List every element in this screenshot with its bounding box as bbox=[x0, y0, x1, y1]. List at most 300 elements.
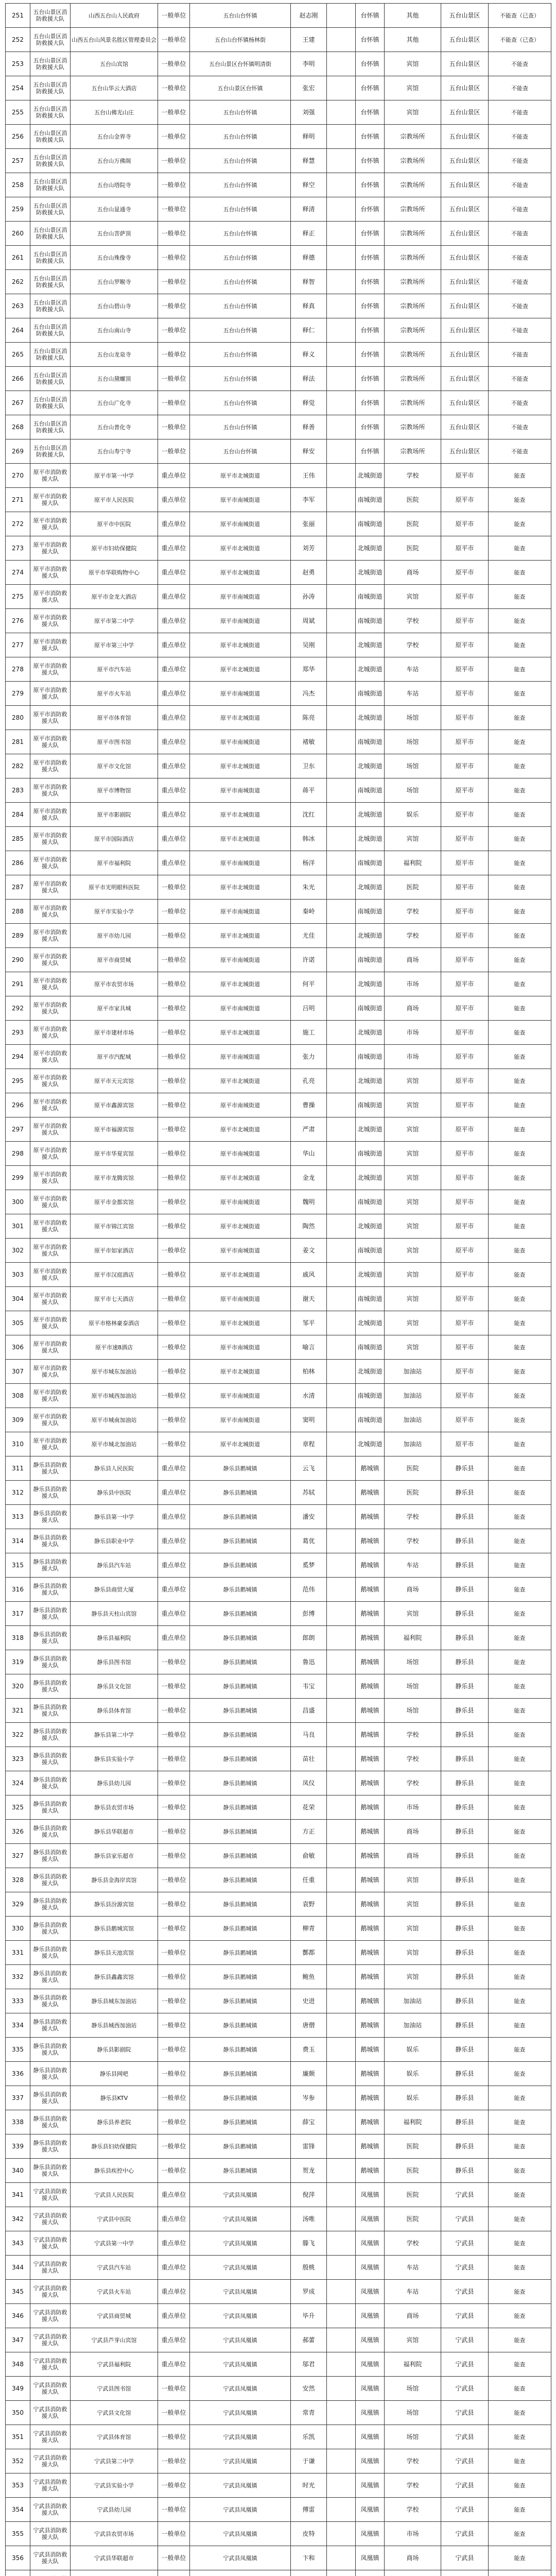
level-cell bbox=[327, 1868, 356, 1892]
area-cell: 静乐县 bbox=[441, 1481, 489, 1505]
unit-name-cell: 静乐县鹅城宾馆 bbox=[71, 1917, 158, 1941]
table-row bbox=[6, 2207, 551, 2231]
fire-brigade-cell: 五台山景区消防救援大队 bbox=[30, 4, 71, 28]
level-cell bbox=[327, 609, 356, 633]
unit-type-cell: 一般单位 bbox=[158, 2013, 190, 2038]
town-cell: 凤凰镇 bbox=[356, 2304, 385, 2328]
level-cell bbox=[327, 1456, 356, 1481]
table-row bbox=[6, 343, 551, 367]
unit-name-cell: 原平市汽配城 bbox=[71, 1045, 158, 1069]
unit-name-cell: 静乐县农贸市场 bbox=[71, 1795, 158, 1820]
unit-name-cell: 静乐县鑫鑫宾馆 bbox=[71, 1965, 158, 1989]
unit-type-cell: 一般单位 bbox=[158, 1771, 190, 1795]
address-cell: 静乐县鹅城镇 bbox=[190, 1553, 291, 1578]
contact-person-cell: 马良 bbox=[291, 1723, 327, 1747]
address-cell: 静乐县鹅城镇 bbox=[190, 2110, 291, 2134]
contact-person-cell: 柏林 bbox=[291, 1360, 327, 1384]
table-row bbox=[6, 2183, 551, 2207]
remark-cell: 不能查 bbox=[489, 343, 551, 367]
area-cell: 原平市 bbox=[441, 900, 489, 924]
address-cell: 静乐县鹅城镇 bbox=[190, 1529, 291, 1553]
town-cell: 南城街道 bbox=[356, 682, 385, 706]
unit-type-cell: 一般单位 bbox=[158, 1674, 190, 1699]
category-cell: 其他 bbox=[385, 4, 441, 28]
row-number-cell: 253 bbox=[6, 52, 30, 76]
contact-person-cell: 杨洋 bbox=[291, 851, 327, 875]
category-cell: 宾馆 bbox=[385, 1069, 441, 1093]
contact-person-cell: 倪萍 bbox=[291, 2183, 327, 2207]
town-cell: 鹅城镇 bbox=[356, 1941, 385, 1965]
level-cell bbox=[327, 2038, 356, 2062]
row-number-cell: 278 bbox=[6, 657, 30, 682]
category-cell: 市场 bbox=[385, 1795, 441, 1820]
row-number-cell: 261 bbox=[6, 246, 30, 270]
level-cell bbox=[327, 1432, 356, 1456]
row-number-cell: 296 bbox=[6, 1093, 30, 1117]
category-cell: 宾馆 bbox=[385, 1117, 441, 1142]
fire-brigade-cell: 五台山景区消防救援大队 bbox=[30, 173, 71, 197]
unit-name-cell: 原平市博物馆 bbox=[71, 778, 158, 803]
table-row bbox=[6, 2377, 551, 2401]
unit-type-cell: 一般单位 bbox=[158, 1166, 190, 1190]
unit-name-cell: 原平市文化馆 bbox=[71, 754, 158, 778]
unit-type-cell: 一般单位 bbox=[158, 1287, 190, 1311]
area-cell: 原平市 bbox=[441, 996, 489, 1021]
unit-type-cell: 一般单位 bbox=[158, 1844, 190, 1868]
contact-person-cell: 苗壮 bbox=[291, 1747, 327, 1771]
level-cell bbox=[327, 2377, 356, 2401]
remark-cell: 能查 bbox=[489, 924, 551, 948]
row-number-cell: 341 bbox=[6, 2183, 30, 2207]
fire-brigade-cell: 五台山景区消防救援大队 bbox=[30, 125, 71, 149]
contact-person-cell: 韦宝 bbox=[291, 1674, 327, 1699]
unit-name-cell: 宁武县图书馆 bbox=[71, 2377, 158, 2401]
address-cell: 原平市南城街道 bbox=[190, 778, 291, 803]
remark-cell: 能查 bbox=[489, 609, 551, 633]
row-number-cell: 345 bbox=[6, 2280, 30, 2304]
unit-type-cell: 一般单位 bbox=[158, 2134, 190, 2159]
unit-type-cell: 重点单位 bbox=[158, 2352, 190, 2377]
unit-type-cell: 一般单位 bbox=[158, 1142, 190, 1166]
level-cell bbox=[327, 2328, 356, 2352]
level-cell bbox=[327, 1166, 356, 1190]
category-cell: 宗教场所 bbox=[385, 391, 441, 415]
town-cell: 南城街道 bbox=[356, 585, 385, 609]
remark-cell: 能查 bbox=[489, 1190, 551, 1214]
address-cell: 五台山台怀镇 bbox=[190, 222, 291, 246]
table-body bbox=[6, 4, 551, 2576]
row-number-cell: 266 bbox=[6, 367, 30, 391]
table-row bbox=[6, 1481, 551, 1505]
contact-person-cell: 赵志刚 bbox=[291, 4, 327, 28]
remark-cell: 能查 bbox=[489, 2231, 551, 2256]
table-row bbox=[6, 1408, 551, 1432]
town-cell: 鹅城镇 bbox=[356, 2110, 385, 2134]
row-number-cell: 304 bbox=[6, 1287, 30, 1311]
table-row bbox=[6, 536, 551, 561]
address-cell: 静乐县鹅城镇 bbox=[190, 1844, 291, 1868]
unit-type-cell: 一般单位 bbox=[158, 367, 190, 391]
remark-cell: 能查 bbox=[489, 1674, 551, 1699]
contact-person-cell: 郑华 bbox=[291, 657, 327, 682]
unit-type-cell: 重点单位 bbox=[158, 585, 190, 609]
level-cell bbox=[327, 28, 356, 52]
unit-name-cell: 原平市福利院 bbox=[71, 851, 158, 875]
address-cell: 五台山台怀镇 bbox=[190, 318, 291, 343]
area-cell: 静乐县 bbox=[441, 1989, 489, 2013]
town-cell: 鹅城镇 bbox=[356, 1505, 385, 1529]
unit-name-cell: 静乐县中医院 bbox=[71, 1481, 158, 1505]
fire-brigade-cell: 原平市消防救援大队 bbox=[30, 851, 71, 875]
row-number-cell: 275 bbox=[6, 585, 30, 609]
address-cell: 静乐县鹅城镇 bbox=[190, 1771, 291, 1795]
category-cell: 加油站 bbox=[385, 2013, 441, 2038]
unit-type-cell: 重点单位 bbox=[158, 2304, 190, 2328]
row-number-cell: 264 bbox=[6, 318, 30, 343]
unit-type-cell: 重点单位 bbox=[158, 754, 190, 778]
fire-brigade-cell: 静乐县消防救援大队 bbox=[30, 1892, 71, 1917]
town-cell: 北城街道 bbox=[356, 1432, 385, 1456]
row-number-cell: 279 bbox=[6, 682, 30, 706]
fire-brigade-cell: 原平市消防救援大队 bbox=[30, 609, 71, 633]
contact-person-cell: 释仁 bbox=[291, 318, 327, 343]
town-cell: 台怀镇 bbox=[356, 28, 385, 52]
unit-name-cell: 静乐县实验小学 bbox=[71, 1747, 158, 1771]
town-cell: 北城街道 bbox=[356, 827, 385, 851]
level-cell bbox=[327, 1311, 356, 1335]
remark-cell: 能查 bbox=[489, 682, 551, 706]
level-cell bbox=[327, 875, 356, 900]
town-cell: 北城街道 bbox=[356, 464, 385, 488]
town-cell: 北城街道 bbox=[356, 1117, 385, 1142]
fire-brigade-cell: 五台山景区消防救援大队 bbox=[30, 391, 71, 415]
remark-cell: 能查 bbox=[489, 2256, 551, 2280]
area-cell: 宁武县 bbox=[441, 2473, 489, 2498]
category-cell: 宾馆 bbox=[385, 1311, 441, 1335]
town-cell: 鹅城镇 bbox=[356, 2038, 385, 2062]
address-cell: 静乐县鹅城镇 bbox=[190, 1820, 291, 1844]
table-row bbox=[6, 1844, 551, 1868]
table-row bbox=[6, 1287, 551, 1311]
remark-cell: 能查 bbox=[489, 1214, 551, 1239]
fire-brigade-cell: 静乐县消防救援大队 bbox=[30, 1965, 71, 1989]
level-cell bbox=[327, 1917, 356, 1941]
unit-type-cell: 一般单位 bbox=[158, 1045, 190, 1069]
remark-cell: 能查 bbox=[489, 827, 551, 851]
unit-name-cell: 五台山黛螺顶 bbox=[71, 367, 158, 391]
town-cell: 北城街道 bbox=[356, 706, 385, 730]
town-cell: 南城街道 bbox=[356, 851, 385, 875]
category-cell: 学校 bbox=[385, 609, 441, 633]
address-cell: 原平市南城街道 bbox=[190, 1335, 291, 1360]
fire-brigade-cell: 宁武县消防救援大队 bbox=[30, 2377, 71, 2401]
unit-type-cell: 一般单位 bbox=[158, 2110, 190, 2134]
remark-cell: 能查 bbox=[489, 1021, 551, 1045]
category-cell: 加油站 bbox=[385, 1384, 441, 1408]
unit-name-cell: 原平市中医院 bbox=[71, 512, 158, 536]
town-cell: 鹅城镇 bbox=[356, 2013, 385, 2038]
category-cell: 市场 bbox=[385, 1021, 441, 1045]
unit-name-cell: 原平市幼儿园 bbox=[71, 924, 158, 948]
unit-name-cell: 五台山罗睺寺 bbox=[71, 270, 158, 294]
address-cell: 宁武县凤凰镇 bbox=[190, 2498, 291, 2522]
level-cell bbox=[327, 1844, 356, 1868]
table-row bbox=[6, 924, 551, 948]
area-cell bbox=[441, 2570, 489, 2576]
row-number-cell: 307 bbox=[6, 1360, 30, 1384]
row-number-cell: 316 bbox=[6, 1578, 30, 1602]
row-number-cell: 321 bbox=[6, 1699, 30, 1723]
fire-brigade-cell: 五台山景区消防救援大队 bbox=[30, 76, 71, 100]
unit-type-cell: 一般单位 bbox=[158, 972, 190, 996]
town-cell: 凤凰镇 bbox=[356, 2231, 385, 2256]
unit-name-cell: 宁武县芦芽山宾馆 bbox=[71, 2328, 158, 2352]
level-cell bbox=[327, 1771, 356, 1795]
fire-brigade-cell: 静乐县消防救援大队 bbox=[30, 1941, 71, 1965]
unit-type-cell: 重点单位 bbox=[158, 633, 190, 657]
remark-cell: 不能查（已查） bbox=[489, 28, 551, 52]
address-cell: 静乐县鹅城镇 bbox=[190, 2134, 291, 2159]
table-row bbox=[6, 1723, 551, 1747]
contact-person-cell: 殷桃 bbox=[291, 2256, 327, 2280]
unit-type-cell: 重点单位 bbox=[158, 464, 190, 488]
address-cell: 静乐县鹅城镇 bbox=[190, 1578, 291, 1602]
category-cell: 宾馆 bbox=[385, 1214, 441, 1239]
area-cell: 原平市 bbox=[441, 754, 489, 778]
level-cell bbox=[327, 1723, 356, 1747]
category-cell: 学校 bbox=[385, 2498, 441, 2522]
area-cell: 原平市 bbox=[441, 536, 489, 561]
fire-brigade-cell: 原平市消防救援大队 bbox=[30, 1287, 71, 1311]
category-cell: 宾馆 bbox=[385, 1239, 441, 1263]
unit-type-cell: 重点单位 bbox=[158, 609, 190, 633]
area-cell: 宁武县 bbox=[441, 2256, 489, 2280]
level-cell bbox=[327, 1021, 356, 1045]
unit-type-cell: 一般单位 bbox=[158, 875, 190, 900]
row-number-cell: 355 bbox=[6, 2522, 30, 2546]
remark-cell: 能查 bbox=[489, 464, 551, 488]
unit-name-cell: 原平市影剧院 bbox=[71, 803, 158, 827]
table-row bbox=[6, 367, 551, 391]
fire-brigade-cell: 宁武县消防救援大队 bbox=[30, 2425, 71, 2449]
unit-name-cell: 宁武县体育馆 bbox=[71, 2425, 158, 2449]
unit-name-cell bbox=[71, 2570, 158, 2576]
category-cell: 市场 bbox=[385, 1045, 441, 1069]
remark-cell: 能查 bbox=[489, 1529, 551, 1553]
fire-brigade-cell: 原平市消防救援大队 bbox=[30, 633, 71, 657]
category-cell: 学校 bbox=[385, 1505, 441, 1529]
level-cell bbox=[327, 561, 356, 585]
fire-brigade-cell: 原平市消防救援大队 bbox=[30, 875, 71, 900]
row-number-cell: 300 bbox=[6, 1190, 30, 1214]
unit-name-cell: 静乐县养老院 bbox=[71, 2110, 158, 2134]
unit-name-cell: 原平市城西加油站 bbox=[71, 1384, 158, 1408]
category-cell: 商场 bbox=[385, 1844, 441, 1868]
fire-brigade-cell: 原平市消防救援大队 bbox=[30, 682, 71, 706]
area-cell: 宁武县 bbox=[441, 2449, 489, 2473]
unit-name-cell: 静乐县家乐超市 bbox=[71, 1844, 158, 1868]
address-cell: 静乐县鹅城镇 bbox=[190, 2038, 291, 2062]
contact-person-cell: 雷锋 bbox=[291, 2134, 327, 2159]
table-row bbox=[6, 2449, 551, 2473]
category-cell: 宗教场所 bbox=[385, 125, 441, 149]
address-cell bbox=[190, 2570, 291, 2576]
category-cell: 场馆 bbox=[385, 1674, 441, 1699]
contact-person-cell: 彭博 bbox=[291, 1602, 327, 1626]
remark-cell: 不能查 bbox=[489, 294, 551, 318]
unit-name-cell: 宁武县汽车站 bbox=[71, 2256, 158, 2280]
table-row bbox=[6, 1069, 551, 1093]
category-cell: 医院 bbox=[385, 2134, 441, 2159]
unit-name-cell: 五台山显通寺 bbox=[71, 197, 158, 222]
fire-brigade-cell: 原平市消防救援大队 bbox=[30, 1021, 71, 1045]
table-row bbox=[6, 875, 551, 900]
unit-type-cell: 重点单位 bbox=[158, 1553, 190, 1578]
area-cell: 五台山景区 bbox=[441, 318, 489, 343]
area-cell: 原平市 bbox=[441, 972, 489, 996]
contact-person-cell: 范伟 bbox=[291, 1578, 327, 1602]
area-cell: 静乐县 bbox=[441, 2110, 489, 2134]
unit-name-cell: 静乐县城西加油站 bbox=[71, 2013, 158, 2038]
contact-person-cell: 刘芳 bbox=[291, 536, 327, 561]
fire-brigade-cell: 原平市消防救援大队 bbox=[30, 730, 71, 754]
address-cell: 宁武县凤凰镇 bbox=[190, 2401, 291, 2425]
town-cell: 北城街道 bbox=[356, 657, 385, 682]
level-cell bbox=[327, 246, 356, 270]
contact-person-cell: 汤唯 bbox=[291, 2207, 327, 2231]
table-row bbox=[6, 561, 551, 585]
category-cell: 加油站 bbox=[385, 1989, 441, 2013]
remark-cell: 能查 bbox=[489, 2401, 551, 2425]
category-cell: 医院 bbox=[385, 512, 441, 536]
unit-name-cell: 静乐县第一中学 bbox=[71, 1505, 158, 1529]
category-cell: 商场 bbox=[385, 948, 441, 972]
table-row bbox=[6, 1432, 551, 1456]
town-cell: 北城街道 bbox=[356, 972, 385, 996]
table-row bbox=[6, 270, 551, 294]
contact-person-cell: 廉颇 bbox=[291, 2062, 327, 2086]
category-cell: 学校 bbox=[385, 464, 441, 488]
fire-brigade-cell: 五台山景区消防救援大队 bbox=[30, 367, 71, 391]
contact-person-cell: 费玉 bbox=[291, 2038, 327, 2062]
area-cell: 原平市 bbox=[441, 706, 489, 730]
area-cell: 宁武县 bbox=[441, 2377, 489, 2401]
table-row bbox=[6, 585, 551, 609]
unit-name-cell: 原平市锦江宾馆 bbox=[71, 1214, 158, 1239]
level-cell bbox=[327, 851, 356, 875]
town-cell: 鹅城镇 bbox=[356, 1578, 385, 1602]
unit-type-cell: 重点单位 bbox=[158, 1481, 190, 1505]
category-cell: 医院 bbox=[385, 536, 441, 561]
remark-cell: 能查 bbox=[489, 1795, 551, 1820]
area-cell: 原平市 bbox=[441, 464, 489, 488]
table-row bbox=[6, 76, 551, 100]
level-cell bbox=[327, 488, 356, 512]
row-number-cell: 285 bbox=[6, 827, 30, 851]
remark-cell: 能查 bbox=[489, 2328, 551, 2352]
unit-name-cell: 原平市华夏宾馆 bbox=[71, 1142, 158, 1166]
category-cell: 车站 bbox=[385, 2256, 441, 2280]
fire-brigade-cell: 静乐县消防救援大队 bbox=[30, 1723, 71, 1747]
address-cell: 五台山景区台怀镇 bbox=[190, 76, 291, 100]
unit-type-cell: 一般单位 bbox=[158, 415, 190, 439]
address-cell: 原平市北城街道 bbox=[190, 1214, 291, 1239]
category-cell: 福利院 bbox=[385, 1626, 441, 1650]
contact-person-cell: 释觉 bbox=[291, 391, 327, 415]
row-number-cell: 336 bbox=[6, 2062, 30, 2086]
level-cell bbox=[327, 536, 356, 561]
address-cell: 宁武县凤凰镇 bbox=[190, 2231, 291, 2256]
table-row bbox=[6, 464, 551, 488]
row-number-cell: 322 bbox=[6, 1723, 30, 1747]
table-row bbox=[6, 1989, 551, 2013]
remark-cell: 能查 bbox=[489, 1263, 551, 1287]
category-cell: 娱乐 bbox=[385, 2062, 441, 2086]
area-cell: 静乐县 bbox=[441, 1626, 489, 1650]
category-cell: 场馆 bbox=[385, 778, 441, 803]
area-cell: 原平市 bbox=[441, 585, 489, 609]
remark-cell: 能查 bbox=[489, 1650, 551, 1674]
area-cell: 五台山景区 bbox=[441, 222, 489, 246]
unit-name-cell: 原平市第一中学 bbox=[71, 464, 158, 488]
unit-name-cell: 静乐县幼儿园 bbox=[71, 1771, 158, 1795]
remark-cell: 能查 bbox=[489, 1117, 551, 1142]
row-number-cell: 311 bbox=[6, 1456, 30, 1481]
category-cell: 医院 bbox=[385, 2159, 441, 2183]
contact-person-cell: 华山 bbox=[291, 1142, 327, 1166]
remark-cell: 不能查 bbox=[489, 100, 551, 125]
fire-brigade-cell: 原平市消防救援大队 bbox=[30, 1117, 71, 1142]
area-cell: 宁武县 bbox=[441, 2328, 489, 2352]
town-cell: 南城街道 bbox=[356, 512, 385, 536]
level-cell bbox=[327, 464, 356, 488]
unit-name-cell: 五台山广化寺 bbox=[71, 391, 158, 415]
remark-cell: 能查 bbox=[489, 1747, 551, 1771]
row-number-cell: 301 bbox=[6, 1214, 30, 1239]
row-number-cell: 299 bbox=[6, 1166, 30, 1190]
level-cell bbox=[327, 4, 356, 28]
town-cell: 凤凰镇 bbox=[356, 2498, 385, 2522]
area-cell: 五台山景区 bbox=[441, 197, 489, 222]
contact-person-cell bbox=[291, 2570, 327, 2576]
remark-cell: 能查 bbox=[489, 2062, 551, 2086]
fire-brigade-cell: 静乐县消防救援大队 bbox=[30, 1820, 71, 1844]
contact-person-cell: 陶然 bbox=[291, 1214, 327, 1239]
fire-brigade-cell: 静乐县消防救援大队 bbox=[30, 1674, 71, 1699]
address-cell: 原平市北城街道 bbox=[190, 1117, 291, 1142]
area-cell: 原平市 bbox=[441, 803, 489, 827]
category-cell: 宾馆 bbox=[385, 1602, 441, 1626]
fire-brigade-cell: 宁武县消防救援大队 bbox=[30, 2546, 71, 2570]
contact-person-cell: 章程 bbox=[291, 1432, 327, 1456]
unit-type-cell: 一般单位 bbox=[158, 2377, 190, 2401]
remark-cell: 能查 bbox=[489, 900, 551, 924]
fire-brigade-cell: 原平市消防救援大队 bbox=[30, 1166, 71, 1190]
table-row bbox=[6, 972, 551, 996]
row-number-cell: 284 bbox=[6, 803, 30, 827]
category-cell: 学校 bbox=[385, 1723, 441, 1747]
unit-name-cell: 静乐县商贸大厦 bbox=[71, 1578, 158, 1602]
contact-person-cell: 朱光 bbox=[291, 875, 327, 900]
unit-name-cell: 原平市商贸城 bbox=[71, 948, 158, 972]
remark-cell: 能查 bbox=[489, 996, 551, 1021]
address-cell: 原平市北城街道 bbox=[190, 924, 291, 948]
fire-brigade-cell: 原平市消防救援大队 bbox=[30, 1311, 71, 1335]
town-cell: 台怀镇 bbox=[356, 4, 385, 28]
remark-cell: 能查 bbox=[489, 1432, 551, 1456]
category-cell: 加油站 bbox=[385, 1360, 441, 1384]
row-number-cell: 286 bbox=[6, 851, 30, 875]
